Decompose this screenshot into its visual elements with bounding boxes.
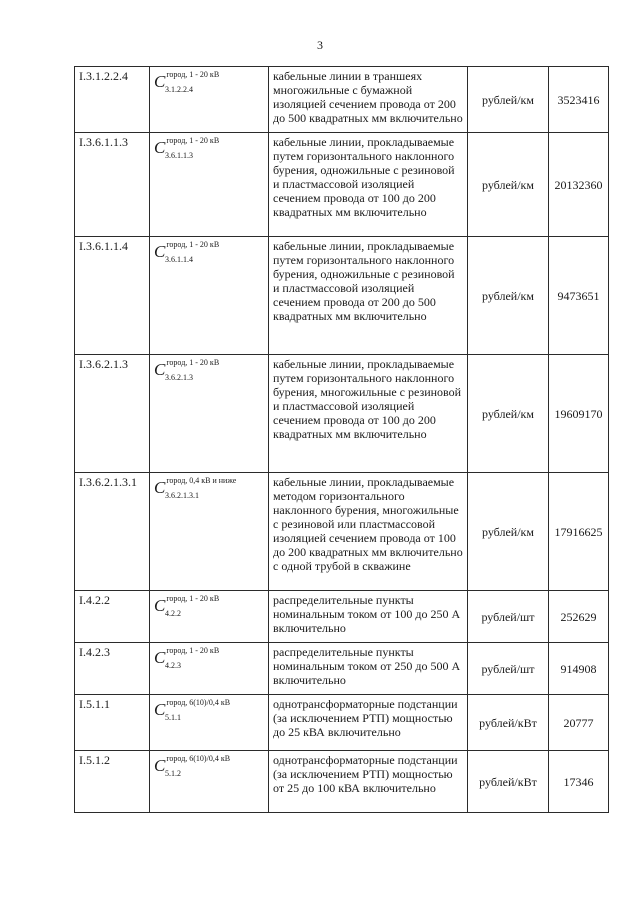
- table-row: [75, 643, 609, 695]
- rate-value: 17346: [549, 751, 609, 813]
- rate-symbol-letter: C: [154, 596, 166, 615]
- rate-symbol: [154, 698, 230, 724]
- rate-symbol-subscript: 4.2.2: [165, 609, 181, 618]
- rate-unit: рублей/км: [468, 473, 549, 591]
- rate-symbol-letter: C: [154, 242, 166, 261]
- rate-symbol-superscript: город, 1 - 20 кВ: [166, 136, 220, 145]
- rate-value: 9473651: [549, 237, 609, 355]
- rate-symbol: [154, 358, 219, 384]
- rate-code: I.3.6.1.1.4: [75, 237, 150, 355]
- rate-symbol-superscript: город, 1 - 20 кВ: [166, 70, 220, 79]
- table-row: [75, 591, 609, 643]
- rate-symbol-letter: C: [154, 72, 166, 91]
- table-row: [75, 67, 609, 133]
- rate-code: I.3.6.2.1.3.1: [75, 473, 150, 591]
- rate-symbol: [154, 476, 236, 502]
- rate-unit: рублей/км: [468, 355, 549, 473]
- table-row: [75, 695, 609, 751]
- rate-symbol-superscript: город, 1 - 20 кВ: [166, 240, 220, 249]
- rate-symbol-letter: C: [154, 360, 166, 379]
- rate-unit: рублей/км: [468, 67, 549, 133]
- rate-symbol-cell: [150, 695, 269, 751]
- rate-code: I.4.2.2: [75, 591, 150, 643]
- rate-description: кабельные линии, прокладываемые путем горизонтального наклонного бурения, многожильные с резиновой и пластмассовой изоляцией сечением провода от 100 до 200 квадратных мм включительно: [269, 355, 468, 473]
- rate-value: 252629: [549, 591, 609, 643]
- rate-symbol-superscript: город, 1 - 20 кВ: [166, 646, 220, 655]
- rate-symbol-cell: [150, 355, 269, 473]
- rate-description: однотрансформаторные подстанции (за исключением РТП) мощностью до 25 кВА включительно: [269, 695, 468, 751]
- rate-description: распределительные пункты номинальным током от 100 до 250 А включительно: [269, 591, 468, 643]
- rate-unit: рублей/шт: [468, 643, 549, 695]
- rate-unit: рублей/км: [468, 133, 549, 237]
- rate-symbol: [154, 594, 219, 620]
- rate-description: кабельные линии, прокладываемые путем горизонтального наклонного бурения, одножильные с резиновой и пластмассовой изоляцией сечением провода от 100 до 200 квадратных мм включительно: [269, 133, 468, 237]
- page-number: 3: [317, 38, 323, 52]
- rate-symbol-superscript: город, 6(10)/0,4 кВ: [166, 698, 231, 707]
- rate-code: I.5.1.1: [75, 695, 150, 751]
- rate-symbol-letter: C: [154, 138, 166, 157]
- rate-unit: рублей/шт: [468, 591, 549, 643]
- rate-symbol-cell: [150, 751, 269, 813]
- rate-symbol-cell: [150, 133, 269, 237]
- rate-symbol-superscript: город, 6(10)/0,4 кВ: [166, 754, 231, 763]
- rate-symbol-subscript: 3.6.2.1.3.1: [165, 491, 199, 500]
- rate-code: I.5.1.2: [75, 751, 150, 813]
- rate-symbol-letter: C: [154, 756, 166, 775]
- rate-symbol-subscript: 3.6.1.1.4: [165, 255, 193, 264]
- rate-symbol-subscript: 3.6.1.1.3: [165, 151, 193, 160]
- table-row: [75, 133, 609, 237]
- rate-symbol-subscript: 3.6.2.1.3: [165, 373, 193, 382]
- rate-value: 20132360: [549, 133, 609, 237]
- rate-unit: рублей/км: [468, 237, 549, 355]
- rate-description: однотрансформаторные подстанции (за исключением РТП) мощностью от 25 до 100 кВА включительно: [269, 751, 468, 813]
- rate-symbol-superscript: город, 0,4 кВ и ниже: [166, 476, 237, 485]
- table-row: [75, 751, 609, 813]
- rate-code: I.4.2.3: [75, 643, 150, 695]
- rate-code: I.3.1.2.2.4: [75, 67, 150, 133]
- rate-symbol-cell: [150, 643, 269, 695]
- rate-code: I.3.6.2.1.3: [75, 355, 150, 473]
- rate-symbol: [154, 240, 219, 266]
- rate-symbol-superscript: город, 1 - 20 кВ: [166, 358, 220, 367]
- rates-table-body: [75, 67, 609, 813]
- rate-symbol-letter: C: [154, 648, 166, 667]
- rate-unit: рублей/кВт: [468, 751, 549, 813]
- rate-symbol-cell: [150, 473, 269, 591]
- rate-unit: рублей/кВт: [468, 695, 549, 751]
- rate-symbol-letter: C: [154, 700, 166, 719]
- rate-symbol-cell: [150, 237, 269, 355]
- rate-symbol-cell: [150, 591, 269, 643]
- table-row: [75, 473, 609, 591]
- rate-symbol-subscript: 5.1.1: [165, 713, 181, 722]
- rate-symbol: [154, 646, 219, 672]
- rate-symbol-subscript: 3.1.2.2.4: [165, 85, 193, 94]
- table-row: [75, 355, 609, 473]
- rate-description: кабельные линии в траншеях многожильные с бумажной изоляцией сечением провода от 200 до 500 квадратных мм включительно: [269, 67, 468, 133]
- rate-symbol-subscript: 5.1.2: [165, 769, 181, 778]
- rate-symbol: [154, 70, 219, 96]
- rate-symbol-subscript: 4.2.3: [165, 661, 181, 670]
- rate-value: 19609170: [549, 355, 609, 473]
- table-row: [75, 237, 609, 355]
- rate-symbol: [154, 136, 219, 162]
- rates-table: [74, 66, 609, 813]
- rate-symbol: [154, 754, 230, 780]
- rate-code: I.3.6.1.1.3: [75, 133, 150, 237]
- rate-description: распределительные пункты номинальным током от 250 до 500 А включительно: [269, 643, 468, 695]
- rate-symbol-superscript: город, 1 - 20 кВ: [166, 594, 220, 603]
- rate-description: кабельные линии, прокладываемые путем горизонтального наклонного бурения, одножильные с резиновой и пластмассовой изоляцией сечением провода от 200 до 500 квадратных мм включительно: [269, 237, 468, 355]
- rate-value: 17916625: [549, 473, 609, 591]
- rate-description: кабельные линии, прокладываемые методом горизонтального наклонного бурения, многожильные с резиновой или пластмассовой изоляцией сечением провода от 100 до 200 квадратных мм включительно с одной трубой в скважине: [269, 473, 468, 591]
- rate-value: 914908: [549, 643, 609, 695]
- rate-symbol-letter: C: [154, 478, 166, 497]
- rate-symbol-cell: [150, 67, 269, 133]
- rate-value: 3523416: [549, 67, 609, 133]
- rate-value: 20777: [549, 695, 609, 751]
